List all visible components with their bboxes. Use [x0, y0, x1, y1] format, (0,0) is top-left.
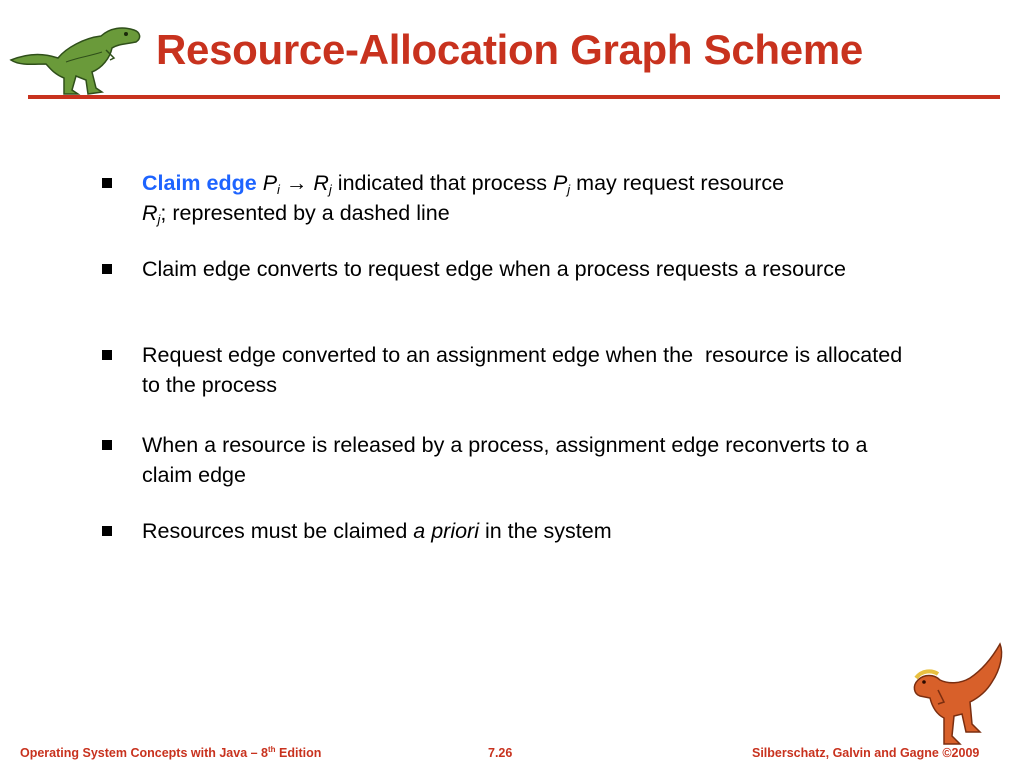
square-bullet-icon	[102, 264, 112, 274]
resource-symbol: $R_j$	[142, 201, 161, 227]
keyword-claim-edge: Claim edge	[142, 171, 257, 195]
text-segment: may request resource	[576, 171, 785, 195]
bullet-text: When a resource is released by a process, assignment edge reconverts to a claim edge	[142, 433, 868, 487]
resource-symbol: $R_j$	[313, 171, 332, 197]
green-dinosaur-icon	[6, 14, 144, 96]
square-bullet-icon	[102, 350, 112, 360]
process-symbol: $P_j$	[552, 171, 571, 197]
bullet-text: Claim edge converts to request edge when a process requests a resource	[142, 257, 846, 281]
bullet-text	[142, 516, 922, 546]
footer-page-number: 7.26	[488, 746, 513, 760]
text-segment: indicated that process	[337, 171, 547, 195]
square-bullet-icon	[102, 440, 112, 450]
bullet-text	[142, 168, 922, 228]
title-underline	[28, 95, 1000, 99]
page-title: Resource-Allocation Graph Scheme	[156, 26, 863, 73]
arrow-symbol: →	[285, 171, 308, 195]
bullet-text: Request edge converted to an assignment edge when the resource is allocated to the process	[142, 343, 909, 397]
text-segment: ; represented by a dashed line	[160, 201, 450, 225]
square-bullet-icon	[102, 178, 112, 188]
text-segment: in the system	[484, 519, 612, 543]
emphasis-text: a priori	[413, 519, 479, 543]
text-segment: Resources must be claimed	[142, 519, 408, 543]
process-symbol: $P_i$	[262, 171, 280, 197]
footer-book-title: Operating System Concepts with Java – 8th Edition	[20, 745, 322, 760]
orange-dinosaur-icon	[908, 640, 1008, 750]
square-bullet-icon	[102, 526, 112, 536]
footer-copyright: Silberschatz, Galvin and Gagne ©2009	[752, 746, 980, 760]
